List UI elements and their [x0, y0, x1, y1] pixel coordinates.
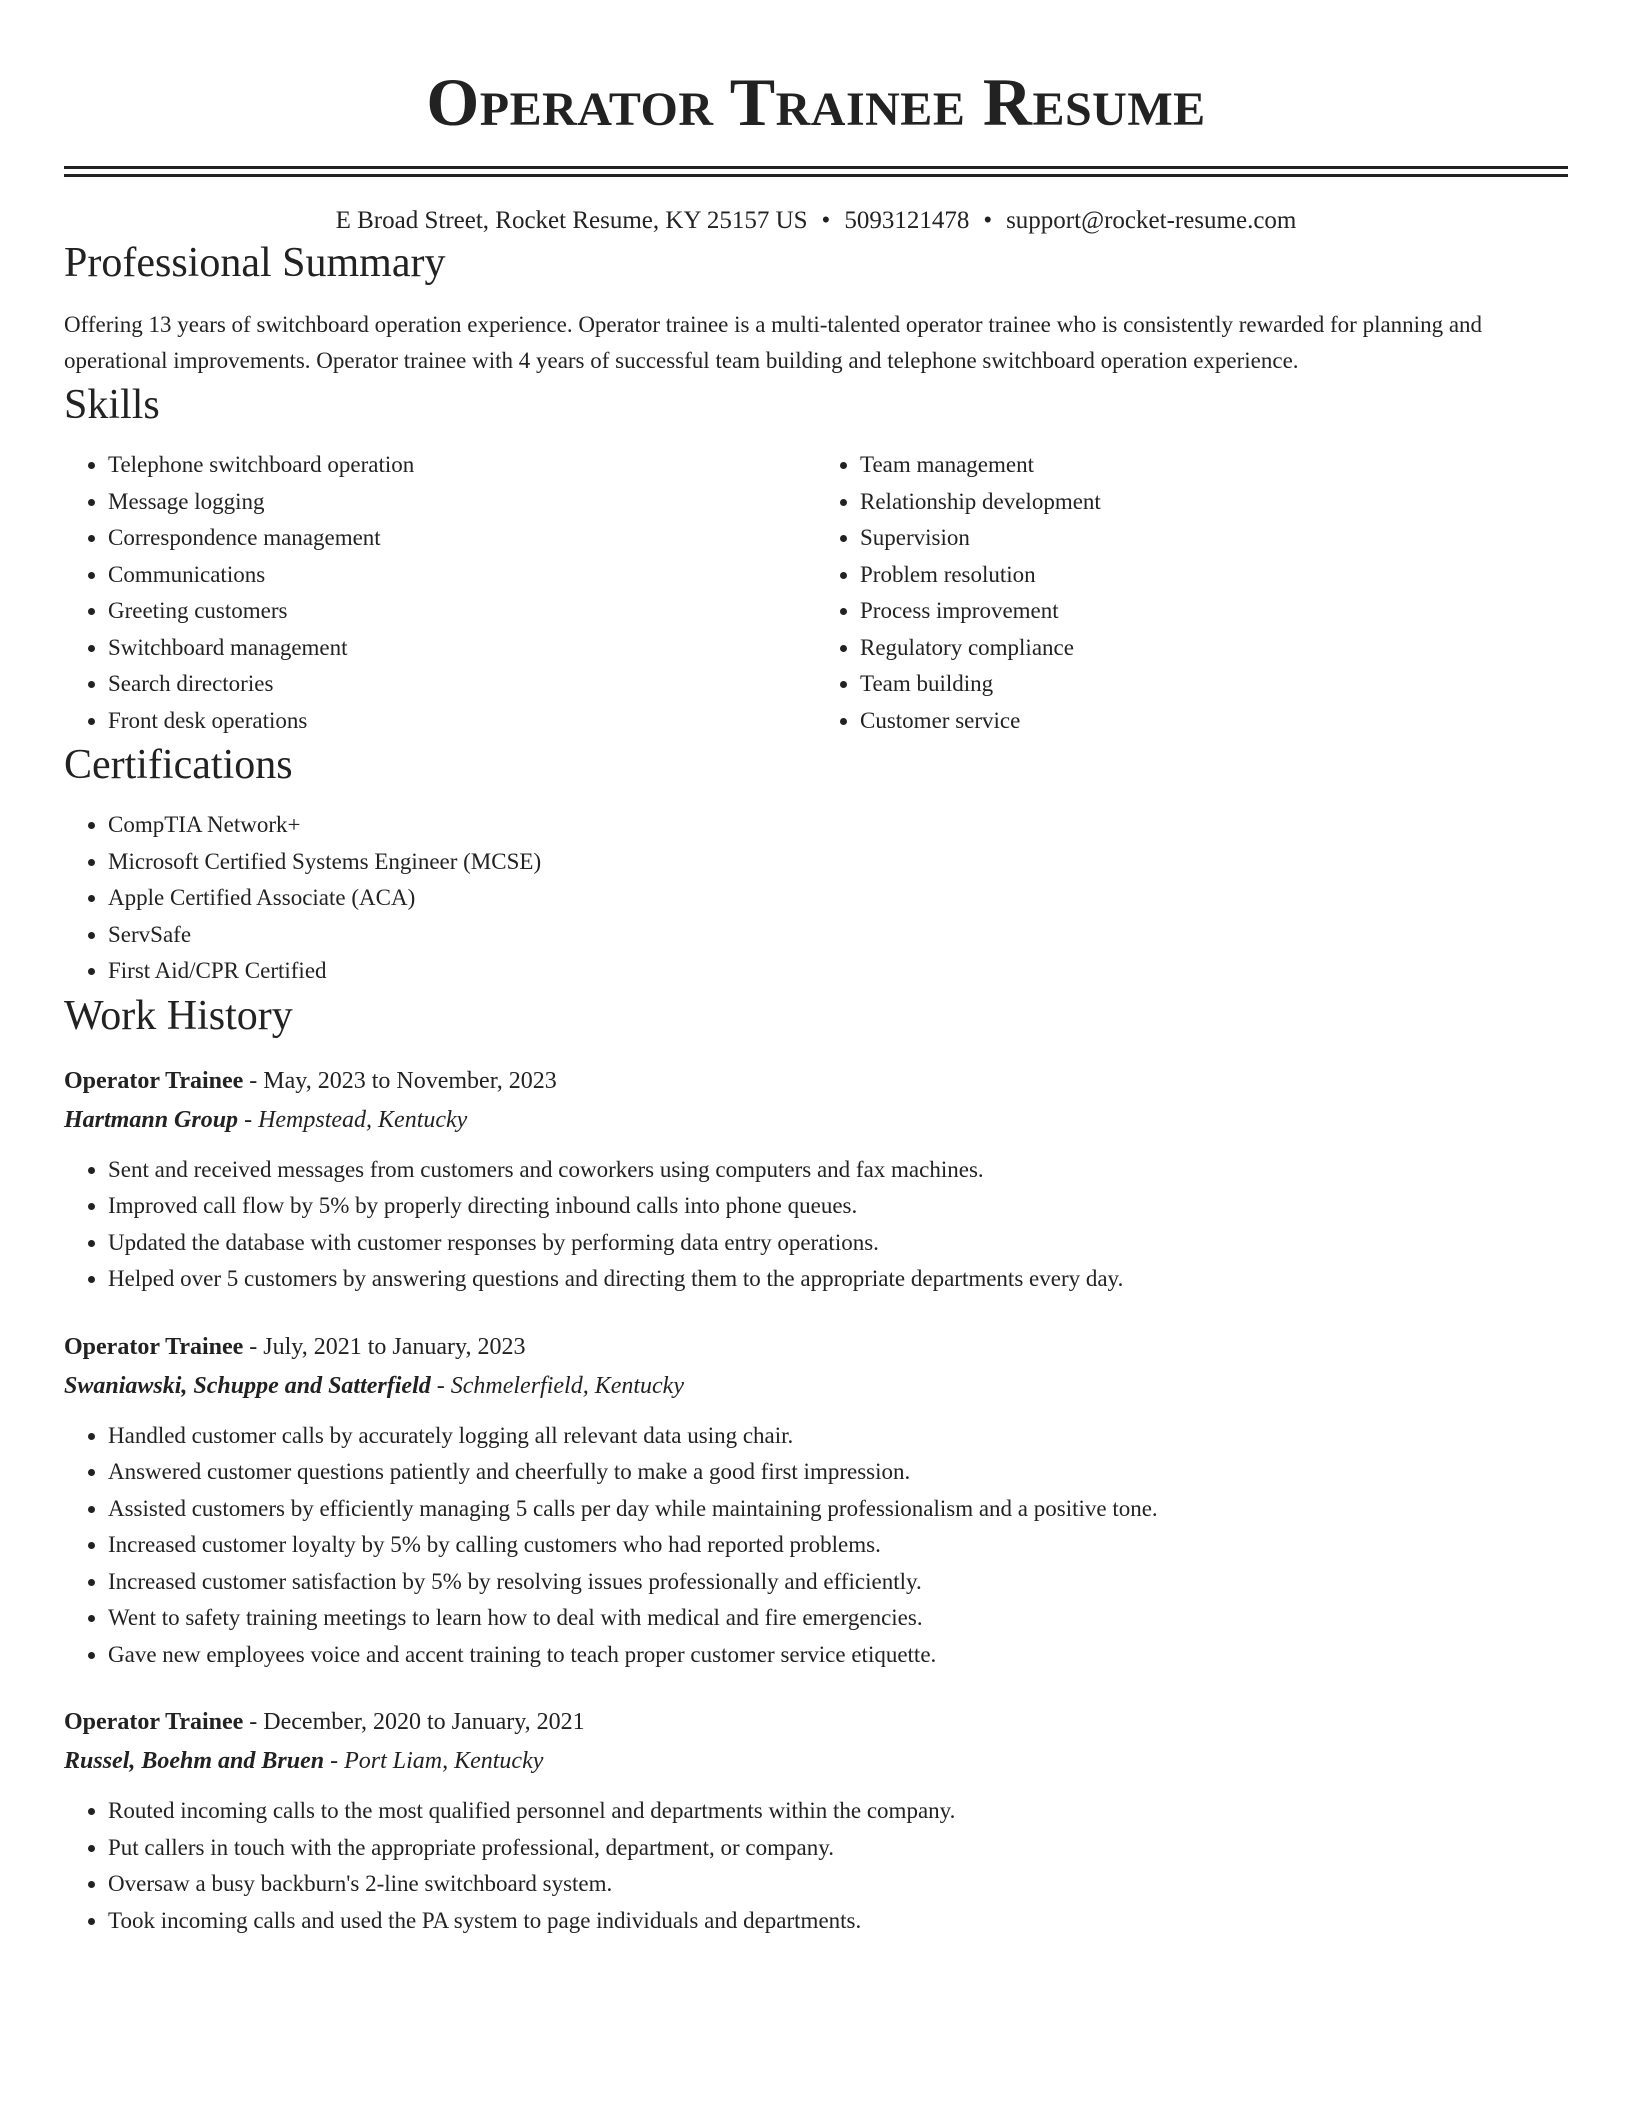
skills-list-left [64, 447, 816, 739]
job-bullet: • Updated the database with customer responses by performing data entry operations. [108, 1225, 1568, 1262]
skill-item: • Switchboard management [108, 630, 816, 667]
job-dash: - [430, 1372, 451, 1399]
job-title-line [64, 1328, 1568, 1366]
skill-item: • Relationship development [860, 484, 1568, 521]
certification-item: • CompTIA Network+ [108, 807, 1568, 844]
title-divider [64, 166, 1568, 177]
skills-list-right [816, 447, 1568, 739]
certifications-list [64, 807, 1568, 990]
skill-item: • Communications [108, 557, 816, 594]
certification-item: • First Aid/CPR Certified [108, 953, 1568, 990]
skill-item: • Correspondence management [108, 520, 816, 557]
job-bullet: • Oversaw a busy backburn's 2-line switchboard system. [108, 1866, 1568, 1903]
job-dates: May, 2023 to November, 2023 [263, 1067, 557, 1094]
company-line [64, 1366, 1568, 1406]
skills-columns [64, 447, 1568, 739]
job-location: Hempstead, Kentucky [258, 1106, 468, 1133]
job-bullet: • Sent and received messages from customers and coworkers using computers and fax machines. [108, 1152, 1568, 1189]
job-bullet: • Helped over 5 customers by answering questions and directing them to the appropriate departments every day. [108, 1261, 1568, 1298]
contact-email: support@rocket-resume.com [1006, 207, 1297, 234]
company-name: Swaniawski, Schuppe and Satterfield [64, 1372, 431, 1399]
job-dash: - [324, 1748, 345, 1774]
job-title: Operator Trainee [64, 1333, 244, 1360]
skill-item: • Customer service [860, 703, 1568, 740]
job-dash: - [243, 1067, 264, 1094]
job-title: Operator Trainee [64, 1709, 244, 1735]
job-bullet: • Improved call flow by 5% by properly directing inbound calls into phone queues. [108, 1188, 1568, 1225]
certification-item: • ServSafe [108, 917, 1568, 954]
contact-address: E Broad Street, Rocket Resume, KY 25157 US [335, 207, 808, 234]
job-bullet: • Gave new employees voice and accent training to teach proper customer service etiquette. [108, 1637, 1568, 1674]
job-bullet: • Increased customer loyalty by 5% by calling customers who had reported problems. [108, 1527, 1568, 1564]
summary-heading: Professional Summary [64, 240, 446, 286]
skill-item: • Team management [860, 447, 1568, 484]
job-title: Operator Trainee [64, 1067, 244, 1094]
job-bullet: • Answered customer questions patiently and cheerfully to make a good first impression. [108, 1454, 1568, 1491]
skill-item: • Front desk operations [108, 703, 816, 740]
work-history-heading: Work History [64, 992, 293, 1039]
skills-heading: Skills [64, 382, 160, 428]
certification-item: • Microsoft Certified Systems Engineer (MCSE) [108, 844, 1568, 881]
job-bullet: • Went to safety training meetings to learn how to deal with medical and fire emergencies. [108, 1600, 1568, 1637]
contact-line [64, 205, 1568, 237]
job-entry [64, 1328, 1568, 1674]
contact-phone: 5093121478 [844, 207, 970, 234]
job-entry [64, 1703, 1568, 1939]
contact-separator: • [821, 207, 831, 234]
certification-item: • Apple Certified Associate (ACA) [108, 880, 1568, 917]
skill-item: • Problem resolution [860, 557, 1568, 594]
skill-item: • Greeting customers [108, 593, 816, 630]
job-bullet: • Handled customer calls by accurately logging all relevant data using chair. [108, 1418, 1568, 1455]
job-bullet: • Increased customer satisfaction by 5% by resolving issues professionally and efficiently. [108, 1564, 1568, 1601]
job-bullet: • Put callers in touch with the appropriate professional, department, or company. [108, 1830, 1568, 1867]
job-dates: July, 2021 to January, 2023 [263, 1333, 526, 1360]
job-location: Schmelerfield, Kentucky [450, 1372, 684, 1399]
resume-title: Operator Trainee Resume [426, 64, 1206, 140]
skill-item: • Message logging [108, 484, 816, 521]
job-bullet: • Routed incoming calls to the most qualified personnel and departments within the company. [108, 1793, 1568, 1830]
skill-item: • Regulatory compliance [860, 630, 1568, 667]
company-name: Russel, Boehm and Bruen [64, 1748, 325, 1774]
skill-item: • Process improvement [860, 593, 1568, 630]
skill-item: • Search directories [108, 666, 816, 703]
company-name: Hartmann Group [64, 1106, 239, 1133]
job-bullets [64, 1793, 1568, 1939]
job-entry [64, 1062, 1568, 1298]
skill-item: • Telephone switchboard operation [108, 447, 816, 484]
job-location: Port Liam, Kentucky [344, 1748, 544, 1774]
job-bullet: • Assisted customers by efficiently managing 5 calls per day while maintaining professionalism and a positive tone. [108, 1491, 1568, 1528]
skill-item: • Supervision [860, 520, 1568, 557]
job-bullets [64, 1418, 1568, 1674]
contact-separator: • [983, 207, 993, 234]
job-dash: - [238, 1106, 259, 1133]
company-line [64, 1100, 1568, 1140]
skill-item: • Team building [860, 666, 1568, 703]
job-dates: December, 2020 to January, 2021 [263, 1709, 585, 1735]
job-dash: - [243, 1709, 264, 1735]
summary-text: Offering 13 years of switchboard operation experience. Operator trainee is a multi-talented operator trainee who is consistently rewarded for planning and operational improvements. Operator trainee with 4 years of successful team building and telephone switchboard operation experience. [64, 312, 1483, 373]
job-title-line [64, 1703, 1568, 1741]
job-title-line [64, 1062, 1568, 1100]
company-line [64, 1741, 1568, 1781]
job-bullet: • Took incoming calls and used the PA system to page individuals and departments. [108, 1903, 1568, 1940]
job-bullets [64, 1152, 1568, 1298]
certifications-heading: Certifications [64, 742, 293, 788]
job-dash: - [243, 1333, 264, 1360]
